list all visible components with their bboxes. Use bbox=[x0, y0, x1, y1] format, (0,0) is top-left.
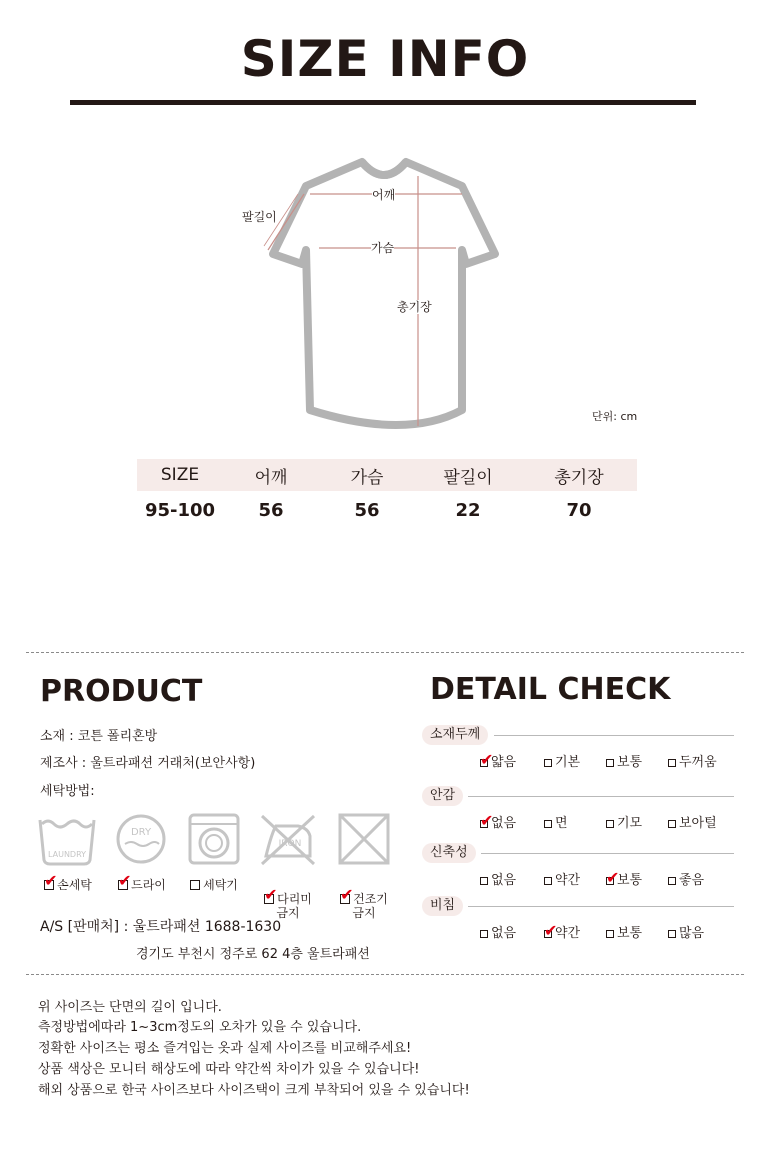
detail-check-title: DETAIL CHECK bbox=[430, 672, 671, 707]
cell-shoulder: 56 bbox=[258, 499, 284, 521]
header-shoulder: 어깨 bbox=[254, 467, 288, 488]
checkmark-icon: ✔ bbox=[340, 885, 354, 904]
maker-text: 제조사 : 울트라패션 거래처(보안사항) bbox=[40, 756, 256, 771]
detail-option-label: 두꺼움 bbox=[679, 755, 717, 770]
address-text: 경기도 부천시 정주로 62 4층 울트라패션 bbox=[136, 947, 370, 962]
checkmark-icon: ✔ bbox=[264, 885, 278, 904]
checkmark-icon: ✔ bbox=[44, 871, 58, 890]
checkbox-icon bbox=[668, 930, 676, 938]
detail-option bbox=[606, 816, 642, 832]
detail-option bbox=[480, 926, 516, 942]
detail-group-rule bbox=[494, 735, 734, 736]
detail-option bbox=[480, 750, 517, 771]
detail-group-rule bbox=[468, 906, 734, 907]
checkbox-icon bbox=[668, 759, 676, 767]
size-table-header bbox=[137, 459, 637, 491]
checkbox-icon bbox=[480, 750, 494, 769]
checkbox-icon bbox=[340, 885, 354, 904]
note-line: 정확한 사이즈는 평소 즐겨입는 옷과 실제 사이즈를 비교해주세요! bbox=[38, 1041, 412, 1056]
cell-size: 95-100 bbox=[144, 499, 216, 521]
header-sleeve: 팔길이 bbox=[443, 467, 493, 488]
detail-option bbox=[606, 755, 642, 771]
detail-group-label: 비침 bbox=[422, 896, 463, 916]
detail-option-label: 약간 bbox=[555, 926, 581, 941]
detail-option bbox=[606, 868, 643, 889]
detail-option bbox=[544, 873, 580, 889]
checkmark-icon: ✔ bbox=[118, 871, 132, 890]
detail-group-label: 소재두께 bbox=[422, 725, 488, 745]
checkbox-icon bbox=[190, 880, 200, 890]
note-line: 위 사이즈는 단면의 길이 입니다. bbox=[38, 1000, 222, 1015]
wash-option-dry bbox=[102, 871, 182, 892]
detail-option-label: 보통 bbox=[617, 926, 643, 941]
detail-option-label: 많음 bbox=[679, 926, 705, 941]
wash-label-hand: 손세탁 bbox=[57, 878, 92, 892]
cell-length: 70 bbox=[566, 499, 592, 521]
detail-option-label: 기본 bbox=[555, 755, 581, 770]
shoulder-label: 어깨 bbox=[372, 188, 396, 202]
checkbox-icon bbox=[544, 820, 552, 828]
checkmark-icon: ✔ bbox=[544, 921, 558, 940]
checkbox-icon bbox=[668, 877, 676, 885]
size-table bbox=[137, 459, 637, 529]
laundry-tub-icon bbox=[38, 812, 94, 866]
checkbox-icon bbox=[264, 885, 278, 904]
wash-title: 세탁방법: bbox=[40, 784, 95, 799]
svg-text:LAUNDRY: LAUNDRY bbox=[47, 850, 87, 859]
detail-option-label: 보통 bbox=[617, 873, 643, 888]
product-title: PRODUCT bbox=[40, 674, 203, 709]
checkbox-icon bbox=[544, 877, 552, 885]
detail-option bbox=[668, 873, 704, 889]
checkbox-icon bbox=[480, 877, 488, 885]
wash-option-hand bbox=[28, 871, 108, 892]
detail-option-label: 좋음 bbox=[679, 873, 705, 888]
as-line: A/S [판매처] : 울트라패션 1688-1630 bbox=[40, 919, 282, 935]
cell-chest: 56 bbox=[354, 499, 380, 521]
note-line: 측정방법에따라 1~3cm정도의 오차가 있을 수 있습니다. bbox=[38, 1020, 362, 1035]
material-text: 소재 : 코튼 폴리혼방 bbox=[40, 729, 158, 744]
checkmark-icon: ✔ bbox=[480, 811, 494, 830]
sleeve-label: 팔길이 bbox=[242, 210, 277, 224]
detail-option-label: 없음 bbox=[491, 873, 517, 888]
checkbox-icon bbox=[668, 820, 676, 828]
wash-label-iron: 다리미 금지 bbox=[276, 892, 312, 920]
checkbox-icon bbox=[606, 759, 614, 767]
detail-option-label: 보아털 bbox=[679, 816, 717, 831]
tshirt-diagram bbox=[230, 150, 650, 440]
checkbox-icon bbox=[606, 820, 614, 828]
detail-option-label: 보통 bbox=[617, 755, 643, 770]
dry-clean-icon bbox=[113, 812, 169, 866]
divider-top bbox=[26, 652, 744, 653]
checkbox-icon bbox=[44, 871, 58, 890]
detail-option-label: 없음 bbox=[491, 926, 517, 941]
detail-option bbox=[480, 811, 517, 832]
wash-option-dryer bbox=[324, 878, 404, 920]
divider-bottom bbox=[26, 974, 744, 975]
svg-text:IRON: IRON bbox=[278, 839, 302, 849]
checkbox-icon bbox=[480, 930, 488, 938]
no-iron-icon bbox=[258, 812, 314, 866]
washing-machine-icon bbox=[186, 812, 242, 866]
detail-option bbox=[544, 921, 581, 942]
checkmark-icon: ✔ bbox=[480, 750, 494, 769]
checkbox-icon bbox=[544, 759, 552, 767]
svg-text:DRY: DRY bbox=[130, 827, 152, 838]
detail-option-label: 약간 bbox=[555, 873, 581, 888]
header-length: 총기장 bbox=[554, 467, 604, 488]
table-row bbox=[137, 491, 637, 529]
detail-option-label: 기모 bbox=[617, 816, 643, 831]
detail-option-label: 없음 bbox=[491, 816, 517, 831]
detail-group-label: 안감 bbox=[422, 786, 463, 806]
checkbox-icon bbox=[118, 871, 132, 890]
detail-option bbox=[668, 755, 717, 771]
unit-label: 단위: cm bbox=[592, 410, 638, 423]
checkmark-icon: ✔ bbox=[606, 868, 620, 887]
detail-group-rule bbox=[468, 796, 734, 797]
checkbox-icon bbox=[606, 868, 620, 887]
detail-option bbox=[668, 926, 704, 942]
detail-option-label: 얇음 bbox=[491, 755, 517, 770]
detail-option bbox=[544, 755, 580, 771]
wash-label-dryer: 건조기 금지 bbox=[352, 892, 388, 920]
wash-label-dry: 드라이 bbox=[131, 878, 166, 892]
checkbox-icon bbox=[606, 930, 614, 938]
detail-group-rule bbox=[481, 853, 734, 854]
page-title: SIZE INFO bbox=[240, 30, 530, 88]
checkbox-icon bbox=[544, 921, 558, 940]
note-line: 해외 상품으로 한국 사이즈보다 사이즈택이 크게 부착되어 있을 수 있습니다! bbox=[38, 1083, 470, 1098]
length-label: 총기장 bbox=[397, 300, 432, 314]
cell-sleeve: 22 bbox=[455, 499, 481, 521]
wash-option-iron bbox=[248, 878, 328, 920]
wash-option-machine bbox=[174, 878, 254, 892]
detail-option bbox=[480, 873, 516, 889]
header-size: SIZE bbox=[160, 465, 200, 485]
detail-option bbox=[668, 816, 717, 832]
detail-option bbox=[544, 816, 568, 832]
no-tumble-dry-icon bbox=[336, 812, 392, 866]
tshirt-outline-icon bbox=[230, 150, 650, 440]
detail-option-label: 면 bbox=[555, 816, 568, 831]
note-line: 상품 색상은 모니터 해상도에 따라 약간씩 차이가 있을 수 있습니다! bbox=[38, 1062, 420, 1077]
wash-label-machine: 세탁기 bbox=[203, 878, 238, 892]
chest-label: 가슴 bbox=[371, 241, 395, 255]
checkbox-icon bbox=[480, 811, 494, 830]
header-chest: 가슴 bbox=[350, 467, 384, 488]
detail-group-label: 신축성 bbox=[422, 843, 476, 863]
title-underline bbox=[70, 100, 696, 105]
detail-option bbox=[606, 926, 642, 942]
